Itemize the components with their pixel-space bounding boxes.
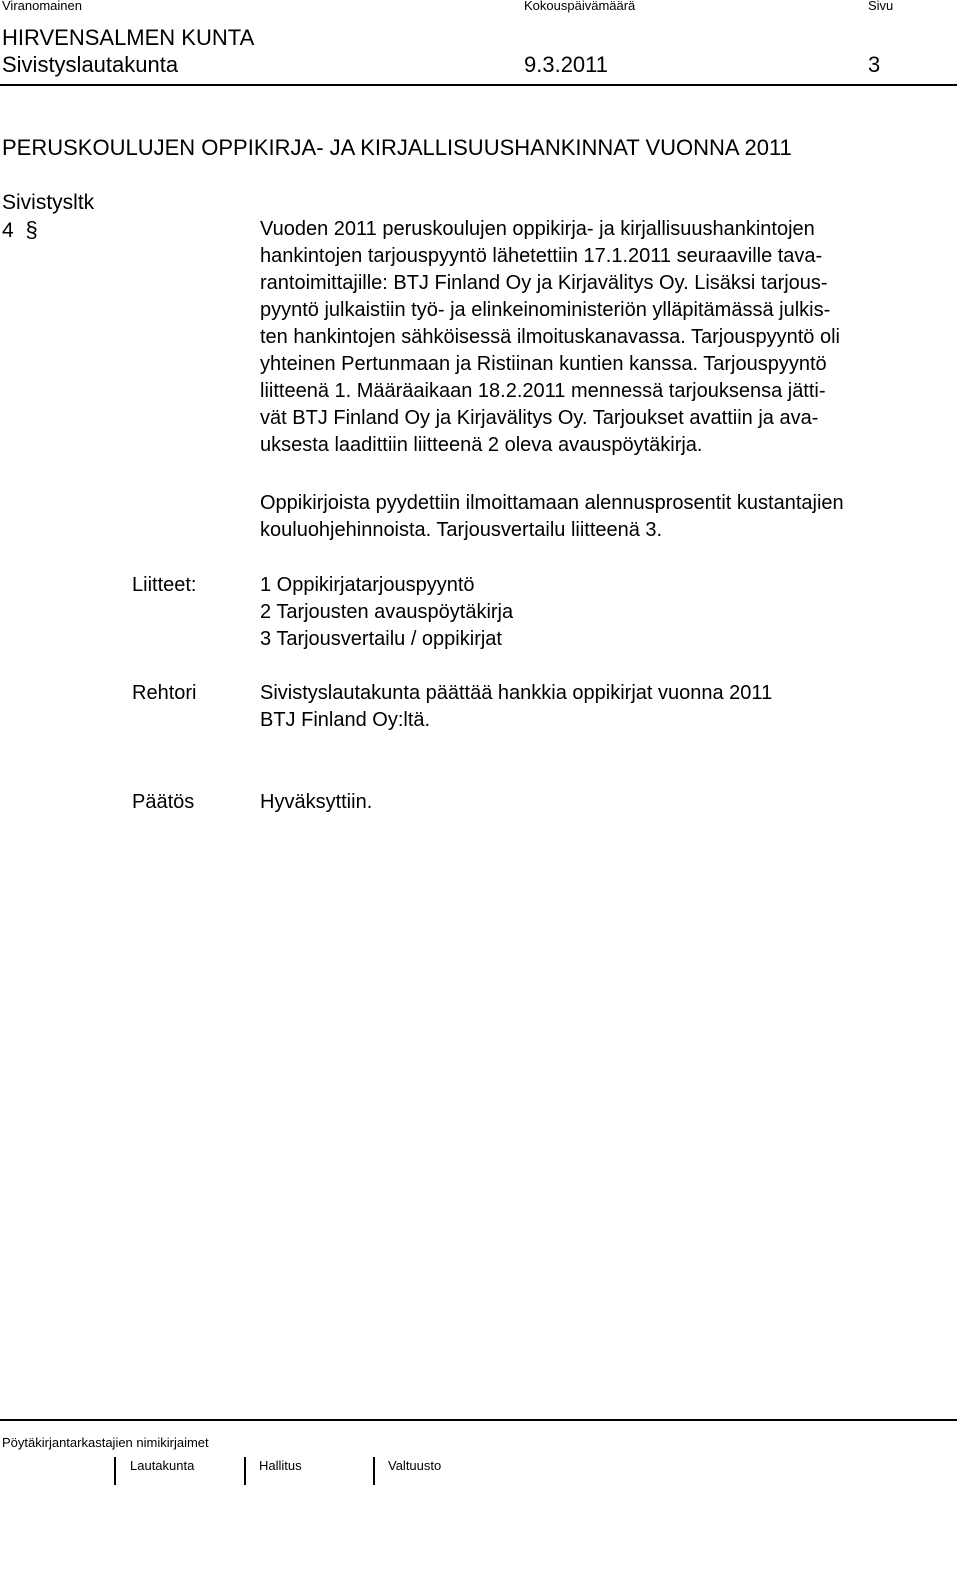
paragraph-1 xyxy=(260,216,840,459)
section-number xyxy=(2,216,38,244)
decision-text: Hyväksyttiin. xyxy=(260,791,373,813)
attachment-item: 1 Oppikirjatarjouspyyntö xyxy=(260,574,475,596)
attachment-item: 3 Tarjousvertailu / oppikirjat xyxy=(260,628,502,650)
paragraph-2 xyxy=(260,490,844,544)
proposal-line: BTJ Finland Oy:ltä. xyxy=(260,709,431,731)
decision-label: Päätös xyxy=(132,791,195,813)
header-label-page: Sivu xyxy=(868,0,894,13)
section-symbol: § xyxy=(25,217,38,242)
paragraph-1-line: rantoimittajille: BTJ Finland Oy ja Kirjavälitys Oy. Lisäksi tarjous- xyxy=(260,272,828,294)
header-label-date: Kokouspäivämäärä xyxy=(524,0,636,13)
proposal-label: Rehtori xyxy=(132,682,197,704)
meeting-date: 9.3.2011 xyxy=(524,52,609,77)
paragraph-2-line: kouluohjehinnoista. Tarjousvertailu liitteenä 3. xyxy=(260,519,663,541)
attachment-item: 2 Tarjousten avauspöytäkirja xyxy=(260,601,514,623)
footer-body-executive: Hallitus xyxy=(259,1458,302,1473)
signature-box-divider xyxy=(373,1457,375,1485)
footer-body-board: Lautakunta xyxy=(130,1458,195,1473)
footer-body-council: Valtuusto xyxy=(388,1458,442,1473)
signature-box-divider xyxy=(114,1457,116,1485)
page-number: 3 xyxy=(868,52,881,77)
paragraph-1-line: ten hankintojen sähköisessä ilmoituskanavassa. Tarjouspyyntö oli xyxy=(260,326,840,348)
municipality-name: HIRVENSALMEN KUNTA xyxy=(2,25,255,50)
section-board-abbrev: Sivistysltk xyxy=(2,191,95,214)
attachments-list xyxy=(260,572,513,653)
signature-label: Pöytäkirjantarkastajien nimikirjaimet xyxy=(2,1435,209,1450)
document-title: PERUSKOULUJEN OPPIKIRJA- JA KIRJALLISUUSHANKINNAT VUONNA 2011 xyxy=(2,135,792,160)
paragraph-1-line: Vuoden 2011 peruskoulujen oppikirja- ja kirjallisuushankintojen xyxy=(260,218,815,240)
header-divider xyxy=(0,84,957,86)
paragraph-1-line: pyyntö julkaistiin työ- ja elinkeinoministeriön ylläpitämässä julkis- xyxy=(260,299,831,321)
board-name: Sivistyslautakunta xyxy=(2,52,179,77)
paragraph-1-line: liitteenä 1. Määräaikaan 18.2.2011 mennessä tarjouksensa jätti- xyxy=(260,380,826,402)
paragraph-1-line: vät BTJ Finland Oy ja Kirjavälitys Oy. Tarjoukset avattiin ja ava- xyxy=(260,407,819,429)
paragraph-1-line: hankintojen tarjouspyyntö lähetettiin 17.1.2011 seuraaville tava- xyxy=(260,245,823,267)
section-number-value: 4 xyxy=(2,219,14,242)
paragraph-1-line: yhteinen Pertunmaan ja Ristiinan kuntien kanssa. Tarjouspyyntö xyxy=(260,353,827,375)
paragraph-1-line: uksesta laadittiin liitteenä 2 oleva avauspöytäkirja. xyxy=(260,434,703,456)
footer-divider xyxy=(0,1419,957,1421)
attachments-label: Liitteet: xyxy=(132,574,197,596)
signature-box-divider xyxy=(244,1457,246,1485)
proposal-text xyxy=(260,680,772,734)
proposal-line: Sivistyslautakunta päättää hankkia oppikirjat vuonna 2011 xyxy=(260,682,773,704)
paragraph-2-line: Oppikirjoista pyydettiin ilmoittamaan alennusprosentit kustantajien xyxy=(260,492,844,514)
header-label-authority: Viranomainen xyxy=(2,0,82,13)
